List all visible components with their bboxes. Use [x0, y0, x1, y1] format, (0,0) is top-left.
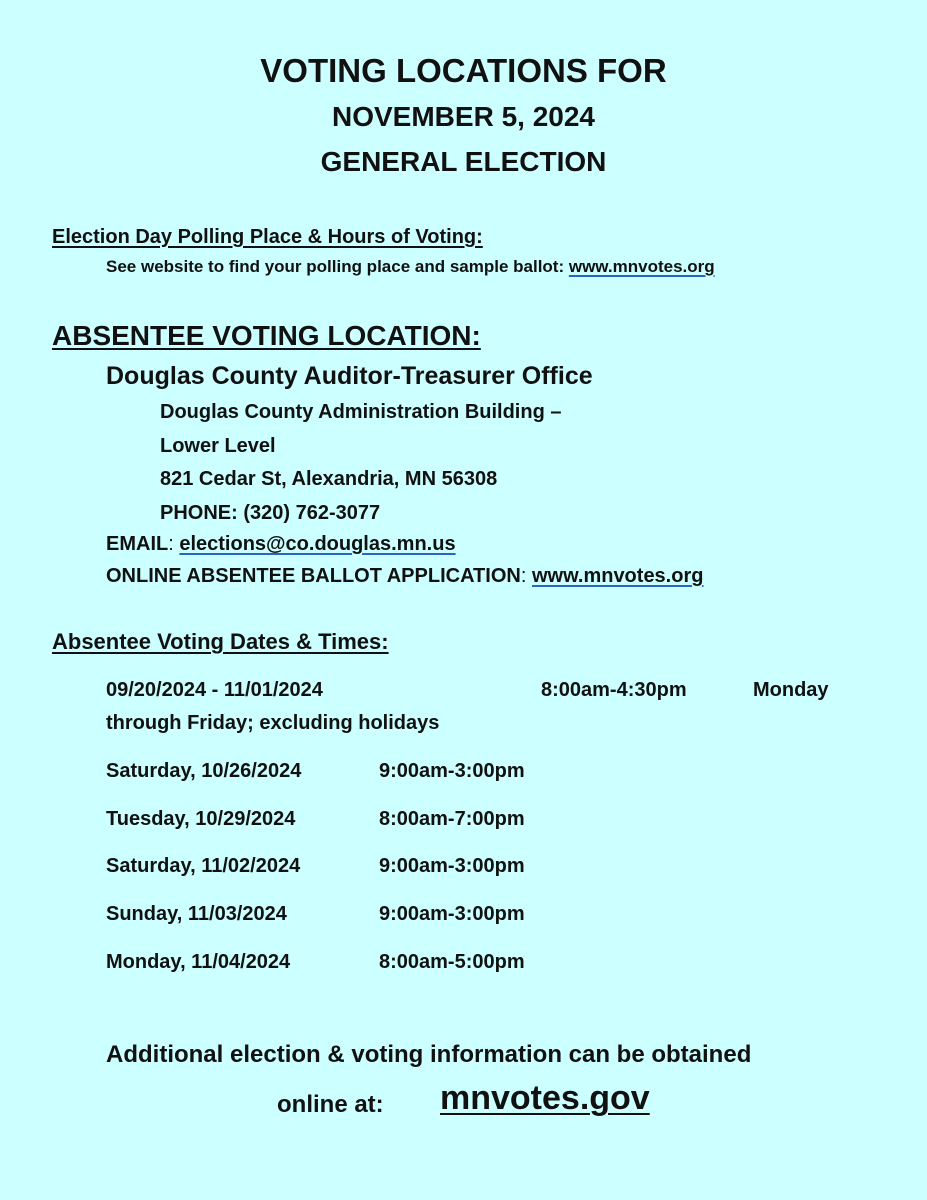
title-line-3: GENERAL ELECTION [320, 146, 607, 177]
schedule-day: Sunday, 11/03/2024 [106, 903, 287, 925]
election-day-heading: Election Day Polling Place & Hours of Voting: [52, 226, 483, 248]
email-row [106, 533, 456, 556]
building-line-1: Douglas County Administration Building – [160, 401, 562, 423]
footer-line-1: Additional election & voting information can be obtained [106, 1041, 752, 1068]
email-label: EMAIL [106, 533, 169, 555]
election-day-text-row [106, 257, 715, 277]
building-line-2: Lower Level [160, 435, 276, 457]
online-application-row [106, 565, 703, 588]
schedule-day: Saturday, 11/02/2024 [106, 855, 301, 877]
range-dates: 09/20/2024 - 11/01/2024 [106, 679, 323, 701]
range-note: through Friday; excluding holidays [106, 712, 440, 734]
online-application-link[interactable]: www.mnvotes.org [531, 565, 704, 587]
schedule-day: Saturday, 10/26/2024 [106, 760, 302, 782]
absentee-location-heading: ABSENTEE VOTING LOCATION: [52, 320, 481, 351]
office-name: Douglas County Auditor-Treasurer Office [106, 362, 593, 390]
address: 821 Cedar St, Alexandria, MN 56308 [160, 468, 498, 490]
election-day-text: See website to find your polling place and sample ballot: [106, 257, 569, 276]
title-line-1: VOTING LOCATIONS FOR [260, 52, 667, 89]
online-application-label: ONLINE ABSENTEE BALLOT APPLICATION [106, 565, 521, 587]
title-line-2: NOVEMBER 5, 2024 [332, 101, 595, 132]
email-link[interactable]: elections@co.douglas.mn.us [179, 533, 456, 555]
footer-online-at: online at: [277, 1091, 384, 1118]
election-day-link[interactable]: www.mnvotes.org [568, 257, 715, 276]
phone: PHONE: (320) 762-3077 [160, 502, 381, 524]
range-time: 8:00am-4:30pm [541, 679, 687, 701]
schedule-time: 9:00am-3:00pm [379, 760, 525, 782]
range-days: Monday [753, 679, 829, 701]
schedule-time: 8:00am-7:00pm [379, 808, 525, 830]
schedule-day: Tuesday, 10/29/2024 [106, 808, 296, 830]
absentee-dates-heading: Absentee Voting Dates & Times: [52, 629, 389, 654]
online-application-colon: : [520, 565, 532, 587]
schedule-day: Monday, 11/04/2024 [106, 951, 291, 973]
email-colon: : [168, 533, 180, 555]
footer-link[interactable]: mnvotes.gov [440, 1079, 650, 1117]
schedule-time: 8:00am-5:00pm [379, 951, 525, 973]
schedule-time: 9:00am-3:00pm [379, 855, 525, 877]
schedule-time: 9:00am-3:00pm [379, 903, 525, 925]
